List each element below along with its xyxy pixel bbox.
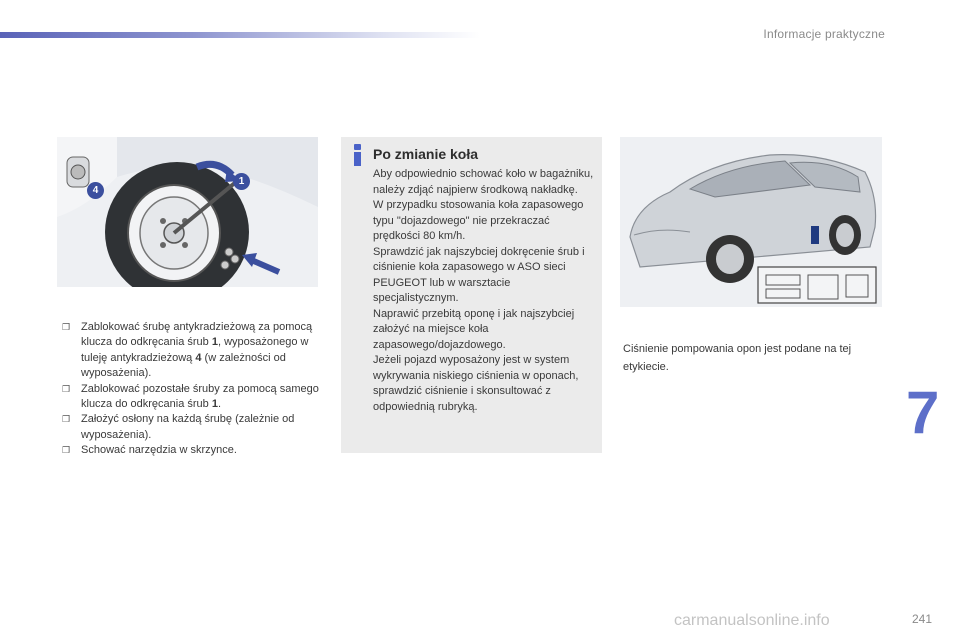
watermark: carmanualsonline.info — [674, 612, 830, 629]
checkbox-marker-icon: ❒ — [62, 322, 71, 332]
section-title: Informacje praktyczne — [763, 27, 885, 41]
info-paragraph: Jeżeli pojazd wyposażony jest w system wykrywania niskiego ciśnienia w oponach, sprawdzić ciśnienie i skonsultować z odpowiednią rubryką. — [373, 354, 579, 413]
checkbox-marker-icon: ❒ — [62, 445, 71, 456]
info-paragraph: Sprawdzić jak najszybciej dokręcenie śrub i ciśnienie koła zapasowego w ASO sieci PEUGEOT lub w warsztacie specjalistycznym. — [373, 245, 585, 304]
info-icon — [353, 144, 363, 166]
checkbox-marker-icon: ❒ — [62, 383, 71, 394]
badge-1: 1 — [233, 173, 250, 190]
info-title: Po zmianie koła — [373, 146, 479, 162]
info-paragraph: Naprawić przebitą oponę i jak najszybciej założyć na miejsce koła zapasowego/dojazdowego. — [373, 307, 575, 351]
chapter-number: 7 — [906, 379, 940, 446]
list-item: ❒ Zablokować pozostałe śruby za pomocą samego klucza do odkręcania śrub 1. — [62, 382, 319, 411]
page-number: 241 — [912, 612, 933, 626]
info-box — [341, 137, 602, 453]
checkbox-marker-icon: ❒ — [62, 414, 71, 425]
info-paragraph: W przypadku stosowania koła zapasowego typu "dojazdowego" nie przekraczać prędkości 80 km/h. — [373, 199, 584, 242]
procedure-steps — [62, 320, 330, 459]
list-item: ❒ Zablokować śrubę antykradzieżową za pomocą klucza do odkręcania śrub 1, wyposażonego w tuleję antykradzieżową 4 (w zależności od wyposażenia). — [62, 321, 313, 380]
list-item: ❒ Założyć osłony na każdą śrubę (zależnie od wyposażenia). — [62, 413, 295, 441]
car-tire-label-illustration — [620, 137, 882, 307]
info-paragraph: Aby odpowiednio schować koło w bagażniku, należy zdjąć najpierw środkową nakładkę. — [373, 168, 594, 196]
wheel-illustration — [57, 137, 318, 287]
info-body — [373, 167, 595, 415]
tire-pressure-note: Ciśnienie pompowania opon jest podane na tej etykiecie. — [623, 343, 852, 373]
header-gradient-bar — [0, 32, 480, 38]
list-item: ❒ Schować narzędzia w skrzynce. — [62, 443, 330, 458]
badge-4: 4 — [87, 182, 104, 199]
